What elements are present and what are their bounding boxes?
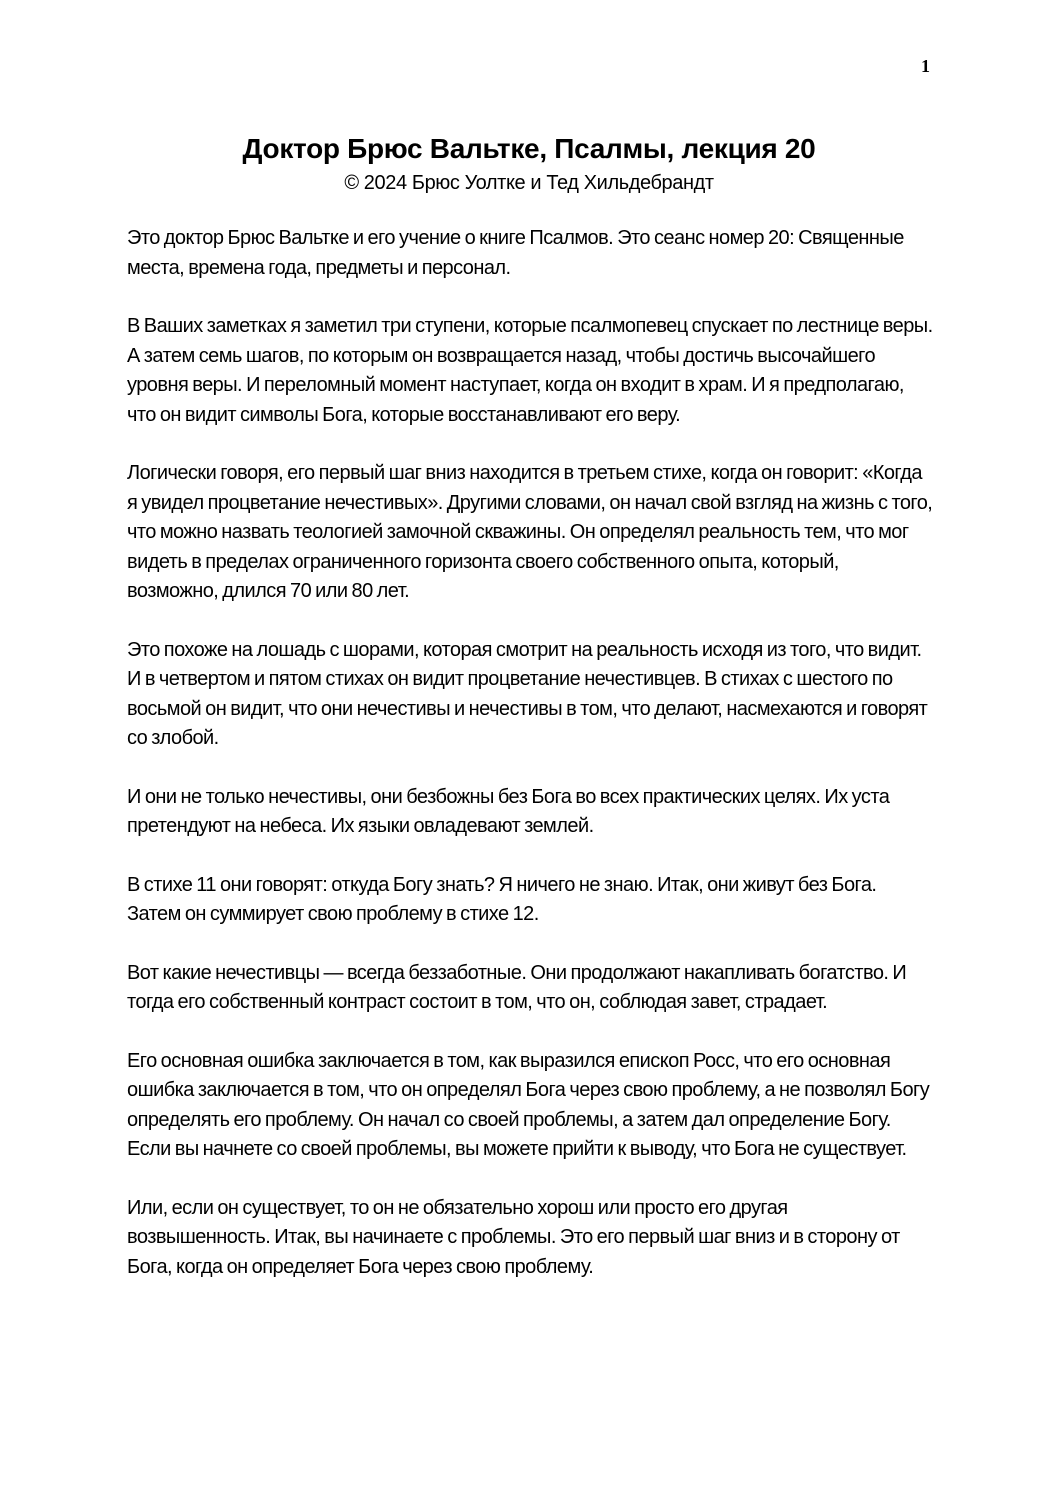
paragraph: Или, если он существует, то он не обязательно хорош или просто его другая возвышенность. Итак, вы начинаете с проблемы. Это его первый шаг вниз и в сторону от Бога, когда он определяет Бога через свою проблему. [127, 1196, 900, 1278]
page-number: 1 [921, 56, 930, 76]
paragraph: Его основная ошибка заключается в том, как выразился епископ Росс, что его основная ошибка заключается в том, что он определял Бога через свою проблему, а не позволял Богу определять его проблему. Он начал со своей проблемы, а затем дал определение Богу. Если вы начнете со своей проблемы, вы можете прийти к выводу, что Бога не существует. [127, 1049, 930, 1160]
document-title: Доктор Брюс Вальтке, Псалмы, лекция 20 [242, 133, 816, 164]
copyright-line: © 2024 Брюс Уолтке и Тед Хильдебрандт [344, 172, 714, 194]
paragraph: В Ваших заметках я заметил три ступени, которые псалмопевец спускает по лестнице веры. А затем семь шагов, по которым он возвращается назад, чтобы достичь высочайшего уровня веры. И переломный момент наступает, когда он входит в храм. И я предполагаю, что он видит символы Бога, которые восстанавливают его веру. [127, 315, 933, 426]
document-body [127, 224, 933, 1311]
document-header [0, 131, 1058, 195]
paragraph: Вот какие нечестивцы — всегда беззаботные. Они продолжают накапливать богатство. И тогда его собственный контраст состоит в том, что он, соблюдая завет, страдает. [127, 961, 907, 1013]
paragraph: Логически говоря, его первый шаг вниз находится в третьем стихе, когда он говорит: «Когда я увидел процветание нечестивых». Другими словами, он начал свой взгляд на жизнь с того, что можно назвать теологией замочной скважины. Он определял реальность тем, что мог видеть в пределах ограниченного горизонта своего собственного опыта, который, возможно, длился 70 или 80 лет. [127, 462, 933, 602]
paragraph: В стихе 11 они говорят: откуда Богу знать? Я ничего не знаю. Итак, они живут без Бога. Затем он суммирует свою проблему в стихе 12. [127, 873, 877, 925]
paragraph: Это похоже на лошадь с шорами, которая смотрит на реальность исходя из того, что видит. И в четвертом и пятом стихах он видит процветание нечестивцев. В стихах с шестого по восьмой он видит, что они нечестивы и нечестивы в том, что делают, насмехаются и говорят со злобой. [127, 638, 928, 749]
paragraph: И они не только нечестивы, они безбожны без Бога во всех практических целях. Их уста претендуют на небеса. Их языки овладевают землей. [127, 785, 890, 837]
paragraph: Это доктор Брюс Вальтке и его учение о книге Псалмов. Это сеанс номер 20: Священные места, времена года, предметы и персонал. [127, 227, 904, 279]
